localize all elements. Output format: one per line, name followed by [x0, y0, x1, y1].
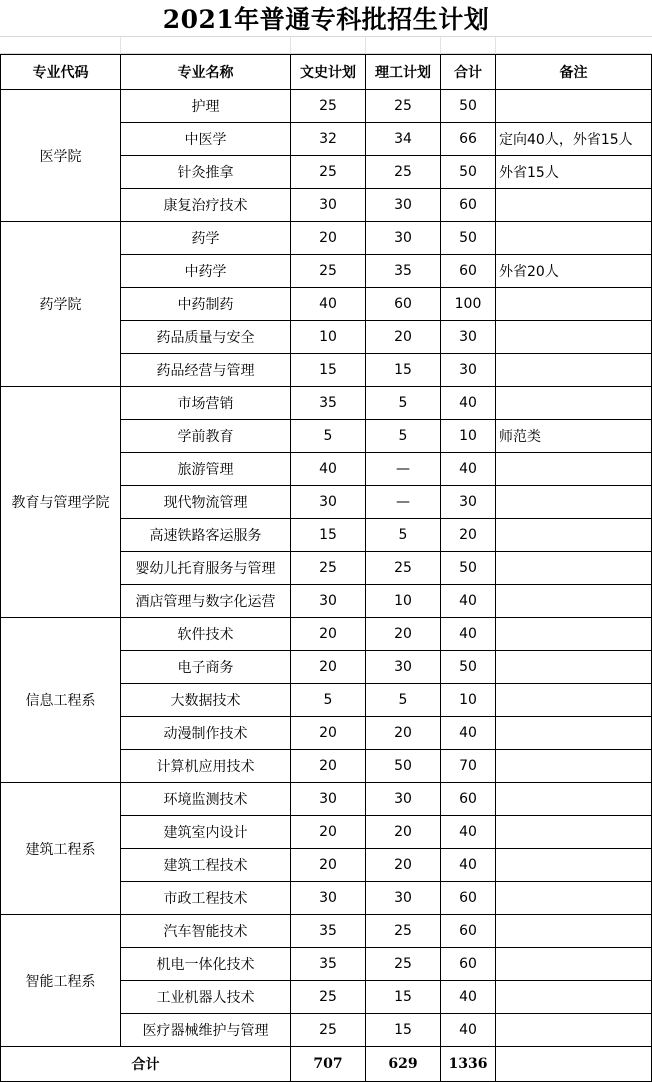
total-cell: 40 — [441, 849, 496, 882]
total-cell: 20 — [441, 519, 496, 552]
major-name-cell: 动漫制作技术 — [121, 717, 291, 750]
remarks-cell — [496, 882, 652, 915]
arts-plan-cell: 30 — [291, 189, 366, 222]
major-name-cell: 计算机应用技术 — [121, 750, 291, 783]
science-plan-cell: 20 — [366, 717, 441, 750]
major-name-cell: 汽车智能技术 — [121, 915, 291, 948]
science-plan-cell: 20 — [366, 321, 441, 354]
major-name-cell: 酒店管理与数字化运营 — [121, 585, 291, 618]
arts-plan-cell: 20 — [291, 849, 366, 882]
arts-plan-cell: 25 — [291, 90, 366, 123]
science-plan-cell: 30 — [366, 783, 441, 816]
table-row — [1, 618, 652, 651]
science-plan-cell: 34 — [366, 123, 441, 156]
header-total: 合计 — [441, 55, 496, 90]
total-cell: 30 — [441, 354, 496, 387]
science-plan-cell: 60 — [366, 288, 441, 321]
arts-plan-cell: 25 — [291, 156, 366, 189]
remarks-cell — [496, 321, 652, 354]
arts-plan-cell: 20 — [291, 618, 366, 651]
arts-plan-cell: 15 — [291, 519, 366, 552]
science-plan-cell: 25 — [366, 90, 441, 123]
remarks-cell — [496, 519, 652, 552]
total-remarks-cell — [496, 1047, 652, 1082]
science-plan-cell: 15 — [366, 1014, 441, 1047]
major-name-cell: 中药制药 — [121, 288, 291, 321]
total-cell: 40 — [441, 1014, 496, 1047]
remarks-cell — [496, 717, 652, 750]
arts-plan-cell: 25 — [291, 981, 366, 1014]
total-cell: 50 — [441, 156, 496, 189]
arts-plan-cell: 25 — [291, 1014, 366, 1047]
page-title: 2021年普通专科批招生计划 — [162, 5, 490, 34]
total-cell: 100 — [441, 288, 496, 321]
table-row — [1, 222, 652, 255]
remarks-cell — [496, 783, 652, 816]
science-plan-cell: 5 — [366, 420, 441, 453]
department-cell: 药学院 — [1, 222, 121, 387]
total-cell: 40 — [441, 387, 496, 420]
total-cell: 30 — [441, 321, 496, 354]
arts-plan-cell: 25 — [291, 552, 366, 585]
arts-plan-cell: 5 — [291, 420, 366, 453]
science-plan-cell: 30 — [366, 222, 441, 255]
total-cell: 50 — [441, 90, 496, 123]
major-name-cell: 工业机器人技术 — [121, 981, 291, 1014]
enrollment-plan-table — [0, 54, 652, 1082]
department-cell: 信息工程系 — [1, 618, 121, 783]
table-row — [1, 915, 652, 948]
major-name-cell: 高速铁路客运服务 — [121, 519, 291, 552]
remarks-cell — [496, 948, 652, 981]
table-row — [1, 387, 652, 420]
science-plan-cell: 15 — [366, 354, 441, 387]
total-cell: 60 — [441, 948, 496, 981]
major-name-cell: 旅游管理 — [121, 453, 291, 486]
total-row — [1, 1047, 652, 1082]
department-cell: 医学院 — [1, 90, 121, 222]
total-cell: 66 — [441, 123, 496, 156]
arts-plan-cell: 30 — [291, 585, 366, 618]
remarks-cell — [496, 651, 652, 684]
arts-plan-cell: 20 — [291, 651, 366, 684]
remarks-cell — [496, 750, 652, 783]
arts-plan-cell: 30 — [291, 882, 366, 915]
arts-plan-cell: 35 — [291, 948, 366, 981]
department-cell: 教育与管理学院 — [1, 387, 121, 618]
major-name-cell: 中医学 — [121, 123, 291, 156]
remarks-cell — [496, 585, 652, 618]
science-plan-cell: 25 — [366, 915, 441, 948]
science-plan-cell: 25 — [366, 552, 441, 585]
total-cell: 40 — [441, 453, 496, 486]
remarks-cell — [496, 1014, 652, 1047]
remarks-cell — [496, 816, 652, 849]
science-plan-cell: 5 — [366, 387, 441, 420]
total-cell: 40 — [441, 981, 496, 1014]
arts-plan-cell: 5 — [291, 684, 366, 717]
remarks-cell — [496, 222, 652, 255]
science-plan-cell: 5 — [366, 519, 441, 552]
remarks-cell: 外省15人 — [496, 156, 652, 189]
arts-plan-cell: 32 — [291, 123, 366, 156]
remarks-cell — [496, 354, 652, 387]
major-name-cell: 针灸推拿 — [121, 156, 291, 189]
major-name-cell: 环境监测技术 — [121, 783, 291, 816]
header-major-name: 专业名称 — [121, 55, 291, 90]
remarks-cell — [496, 486, 652, 519]
department-cell: 建筑工程系 — [1, 783, 121, 915]
major-name-cell: 药品经营与管理 — [121, 354, 291, 387]
total-cell: 40 — [441, 717, 496, 750]
major-name-cell: 婴幼儿托育服务与管理 — [121, 552, 291, 585]
major-name-cell: 药品质量与安全 — [121, 321, 291, 354]
major-name-cell: 软件技术 — [121, 618, 291, 651]
science-plan-cell: 30 — [366, 189, 441, 222]
arts-plan-cell: 30 — [291, 783, 366, 816]
remarks-cell — [496, 189, 652, 222]
table-row — [1, 90, 652, 123]
grand-total-cell: 1336 — [441, 1047, 496, 1082]
science-plan-cell: 35 — [366, 255, 441, 288]
total-arts-cell: 707 — [291, 1047, 366, 1082]
arts-plan-cell: 20 — [291, 816, 366, 849]
major-name-cell: 建筑工程技术 — [121, 849, 291, 882]
arts-plan-cell: 40 — [291, 288, 366, 321]
total-cell: 60 — [441, 783, 496, 816]
total-cell: 10 — [441, 684, 496, 717]
science-plan-cell: 25 — [366, 156, 441, 189]
science-plan-cell: 25 — [366, 948, 441, 981]
major-name-cell: 市场营销 — [121, 387, 291, 420]
total-science-cell: 629 — [366, 1047, 441, 1082]
science-plan-cell: 30 — [366, 651, 441, 684]
science-plan-cell: 50 — [366, 750, 441, 783]
header-remarks: 备注 — [496, 55, 652, 90]
major-name-cell: 药学 — [121, 222, 291, 255]
remarks-cell — [496, 915, 652, 948]
major-name-cell: 电子商务 — [121, 651, 291, 684]
major-name-cell: 现代物流管理 — [121, 486, 291, 519]
remarks-cell — [496, 453, 652, 486]
science-plan-cell: 5 — [366, 684, 441, 717]
arts-plan-cell: 10 — [291, 321, 366, 354]
arts-plan-cell: 30 — [291, 486, 366, 519]
major-name-cell: 中药学 — [121, 255, 291, 288]
arts-plan-cell: 35 — [291, 915, 366, 948]
arts-plan-cell: 25 — [291, 255, 366, 288]
science-plan-cell: 20 — [366, 816, 441, 849]
department-cell: 智能工程系 — [1, 915, 121, 1047]
arts-plan-cell: 40 — [291, 453, 366, 486]
remarks-cell: 定向40人，外省15人 — [496, 123, 652, 156]
total-cell: 60 — [441, 915, 496, 948]
major-name-cell: 护理 — [121, 90, 291, 123]
remarks-cell — [496, 849, 652, 882]
total-cell: 30 — [441, 486, 496, 519]
total-cell: 50 — [441, 222, 496, 255]
arts-plan-cell: 35 — [291, 387, 366, 420]
remarks-cell — [496, 552, 652, 585]
major-name-cell: 机电一体化技术 — [121, 948, 291, 981]
spacer-row — [0, 36, 652, 54]
remarks-cell — [496, 288, 652, 321]
major-name-cell: 康复治疗技术 — [121, 189, 291, 222]
remarks-cell — [496, 90, 652, 123]
total-cell: 50 — [441, 552, 496, 585]
header-arts-plan: 文史计划 — [291, 55, 366, 90]
total-label: 合计 — [1, 1047, 291, 1082]
total-cell: 50 — [441, 651, 496, 684]
major-name-cell: 市政工程技术 — [121, 882, 291, 915]
major-name-cell: 学前教育 — [121, 420, 291, 453]
total-cell: 60 — [441, 882, 496, 915]
header-science-plan: 理工计划 — [366, 55, 441, 90]
remarks-cell — [496, 387, 652, 420]
remarks-cell — [496, 684, 652, 717]
header-major-code: 专业代码 — [1, 55, 121, 90]
arts-plan-cell: 20 — [291, 717, 366, 750]
science-plan-cell: 20 — [366, 849, 441, 882]
science-plan-cell: 20 — [366, 618, 441, 651]
science-plan-cell: 30 — [366, 882, 441, 915]
arts-plan-cell: 20 — [291, 222, 366, 255]
science-plan-cell: — — [366, 486, 441, 519]
total-cell: 40 — [441, 816, 496, 849]
arts-plan-cell: 15 — [291, 354, 366, 387]
science-plan-cell: — — [366, 453, 441, 486]
table-row — [1, 783, 652, 816]
remarks-cell: 师范类 — [496, 420, 652, 453]
remarks-cell: 外省20人 — [496, 255, 652, 288]
remarks-cell — [496, 618, 652, 651]
major-name-cell: 医疗器械维护与管理 — [121, 1014, 291, 1047]
header-row — [1, 55, 652, 90]
total-cell: 70 — [441, 750, 496, 783]
total-cell: 40 — [441, 618, 496, 651]
total-cell: 10 — [441, 420, 496, 453]
major-name-cell: 大数据技术 — [121, 684, 291, 717]
total-cell: 60 — [441, 255, 496, 288]
science-plan-cell: 15 — [366, 981, 441, 1014]
total-cell: 40 — [441, 585, 496, 618]
science-plan-cell: 10 — [366, 585, 441, 618]
total-cell: 60 — [441, 189, 496, 222]
remarks-cell — [496, 981, 652, 1014]
arts-plan-cell: 20 — [291, 750, 366, 783]
major-name-cell: 建筑室内设计 — [121, 816, 291, 849]
